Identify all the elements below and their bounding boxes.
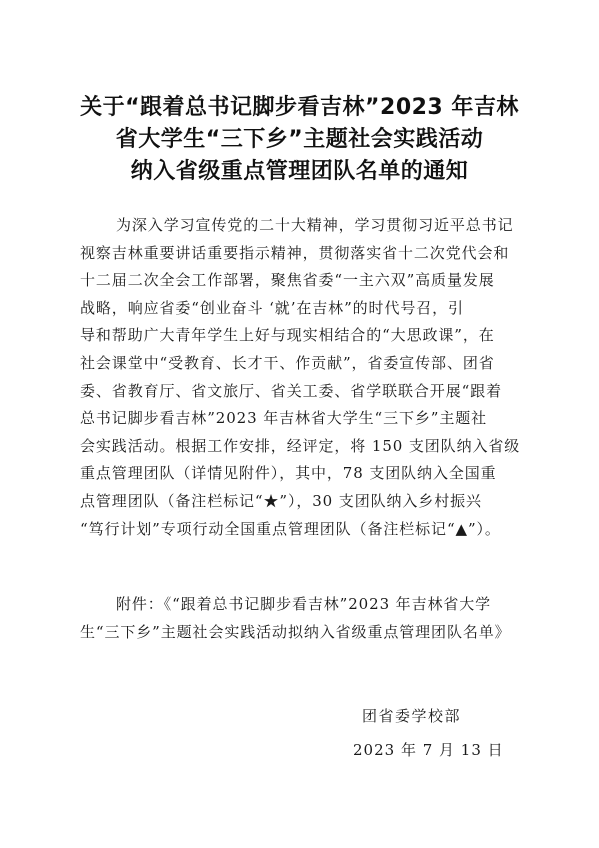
- attachment-line: 附件：《“跟着总书记脚步看吉林”2023 年吉林省大学: [116, 595, 492, 613]
- body-line: 导和帮助广大青年学生上好与现实相结合的“大思政课”，在: [80, 326, 495, 345]
- body-line: 总书记脚步看吉林”2023 年吉林省大学生“三下乡”主题社: [80, 409, 488, 428]
- issuer-signature: 团省委学校部: [362, 707, 462, 725]
- body-line: 委、省教育厅、省文旅厅、省关工委、省学联联合开展“跟着: [80, 381, 502, 400]
- attachment-note: [80, 591, 530, 646]
- issue-date: 2023 年 7 月 13 日: [353, 741, 504, 759]
- title-line: 省大学生“三下乡”主题社会实践活动: [115, 127, 484, 152]
- body-line: 社会课堂中“受教育、长才干、作贡献”，省委宣传部、团省: [80, 353, 495, 372]
- body-line: 点管理团队（备注栏标记“★”），30 支团队纳入乡村振兴: [80, 491, 482, 510]
- notice-body: [80, 212, 530, 543]
- title-line: 纳入省级重点管理团队名单的通知: [130, 159, 469, 184]
- body-line: 重点管理团队（详情见附件），其中，78 支团队纳入全国重: [80, 464, 497, 483]
- notice-title: [60, 92, 539, 188]
- body-line: 战略，响应省委“创业奋斗 ‘就’在吉林”的时代号召，引: [80, 298, 464, 317]
- body-line: 视察吉林重要讲话重要指示精神，贯彻落实省十二次党代会和: [80, 243, 510, 262]
- body-line: “笃行计划”专项行动全国重点管理团队（备注栏标记“▲”）。: [80, 519, 501, 538]
- title-line: 关于“跟着总书记脚步看吉林”2023 年吉林: [80, 95, 519, 120]
- body-line: 为深入学习宣传党的二十大精神，学习贯彻习近平总书记: [116, 216, 514, 234]
- attachment-line: 生“三下乡”主题社会实践活动拟纳入省级重点管理团队名单》: [80, 622, 511, 641]
- body-line: 会实践活动。根据工作安排，经评定，将 150 支团队纳入省级: [80, 436, 521, 455]
- body-line: 十二届二次全会工作部署，聚焦省委“一主六双”高质量发展: [80, 271, 495, 290]
